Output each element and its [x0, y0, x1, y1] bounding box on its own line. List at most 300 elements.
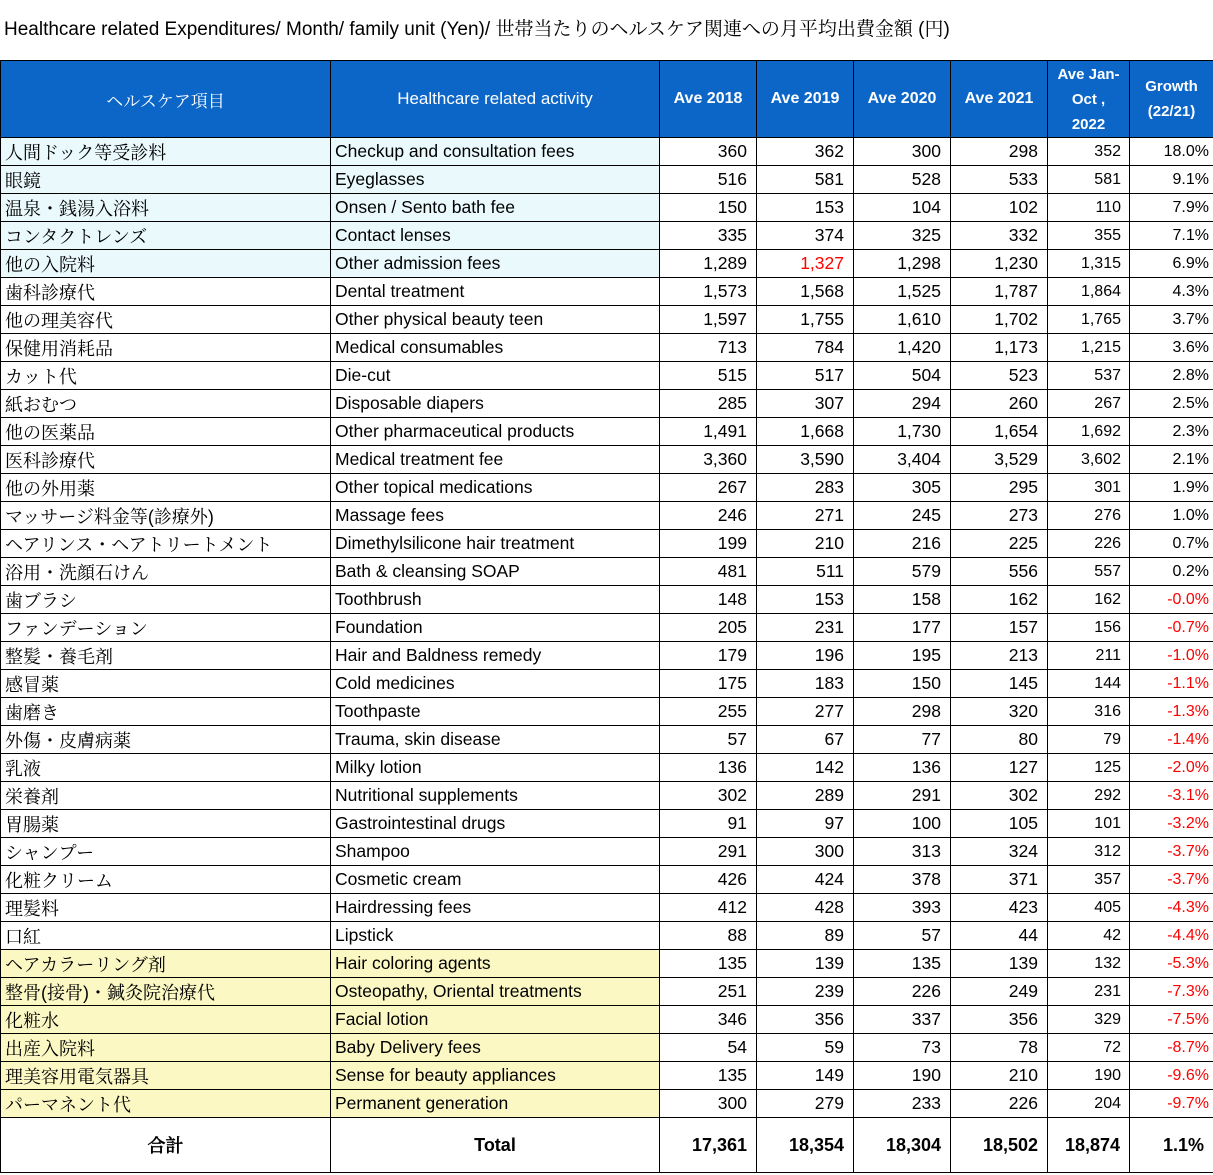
row-activity: Other topical medications	[331, 474, 660, 502]
row-ave-2019: 581	[757, 166, 854, 194]
row-ave-2020: 1,730	[854, 418, 951, 446]
row-growth: -3.7%	[1130, 866, 1213, 894]
row-jp-item: 浴用・洗顔石けん	[1, 558, 331, 586]
row-ave-2022: 292	[1048, 782, 1130, 810]
table-row	[1, 138, 1213, 166]
row-ave-2020: 325	[854, 222, 951, 250]
row-ave-2022: 316	[1048, 698, 1130, 726]
row-ave-2021: 298	[951, 138, 1048, 166]
row-growth: -7.5%	[1130, 1006, 1213, 1034]
row-ave-2019: 424	[757, 866, 854, 894]
row-activity: Other pharmaceutical products	[331, 418, 660, 446]
table-row	[1, 1062, 1213, 1090]
row-ave-2020: 298	[854, 698, 951, 726]
row-ave-2019: 517	[757, 362, 854, 390]
row-ave-2019: 511	[757, 558, 854, 586]
row-ave-2019: 239	[757, 978, 854, 1006]
table-row	[1, 530, 1213, 558]
row-growth: -2.0%	[1130, 754, 1213, 782]
row-activity: Baby Delivery fees	[331, 1034, 660, 1062]
table-row	[1, 670, 1213, 698]
row-ave-2019: 59	[757, 1034, 854, 1062]
row-activity: Hairdressing fees	[331, 894, 660, 922]
row-ave-2020: 291	[854, 782, 951, 810]
row-growth: -3.1%	[1130, 782, 1213, 810]
row-jp-item: 他の医薬品	[1, 418, 331, 446]
table-row	[1, 418, 1213, 446]
row-jp-item: 整髪・養毛剤	[1, 642, 331, 670]
table-row	[1, 614, 1213, 642]
row-ave-2020: 313	[854, 838, 951, 866]
row-jp-item: 乳液	[1, 754, 331, 782]
row-ave-2022: 72	[1048, 1034, 1130, 1062]
row-growth: 2.3%	[1130, 418, 1213, 446]
table-row	[1, 306, 1213, 334]
row-ave-2020: 150	[854, 670, 951, 698]
table-row	[1, 390, 1213, 418]
row-ave-2020: 1,420	[854, 334, 951, 362]
row-activity: Dental treatment	[331, 278, 660, 306]
row-ave-2022: 79	[1048, 726, 1130, 754]
row-ave-2019: 1,755	[757, 306, 854, 334]
row-activity: Foundation	[331, 614, 660, 642]
row-jp-item: 人間ドック等受診料	[1, 138, 331, 166]
row-growth: -1.1%	[1130, 670, 1213, 698]
row-ave-2022: 144	[1048, 670, 1130, 698]
row-jp-item: ヘアカラーリング剤	[1, 950, 331, 978]
row-ave-2018: 54	[660, 1034, 757, 1062]
row-jp-item: 外傷・皮膚病薬	[1, 726, 331, 754]
row-ave-2022: 557	[1048, 558, 1130, 586]
row-jp-item: 他の外用薬	[1, 474, 331, 502]
row-ave-2018: 88	[660, 922, 757, 950]
row-ave-2020: 77	[854, 726, 951, 754]
row-ave-2018: 516	[660, 166, 757, 194]
table-row	[1, 810, 1213, 838]
row-activity: Checkup and consultation fees	[331, 138, 660, 166]
row-jp-item: カット代	[1, 362, 331, 390]
table-row	[1, 558, 1213, 586]
row-ave-2020: 136	[854, 754, 951, 782]
header-ave-2018: Ave 2018	[660, 61, 757, 138]
row-ave-2021: 249	[951, 978, 1048, 1006]
row-ave-2022: 3,602	[1048, 446, 1130, 474]
total-growth: 1.1%	[1130, 1118, 1213, 1173]
row-ave-2018: 285	[660, 390, 757, 418]
row-ave-2022: 1,864	[1048, 278, 1130, 306]
row-ave-2018: 251	[660, 978, 757, 1006]
row-ave-2018: 346	[660, 1006, 757, 1034]
row-growth: 2.1%	[1130, 446, 1213, 474]
row-ave-2021: 295	[951, 474, 1048, 502]
row-ave-2021: 1,654	[951, 418, 1048, 446]
row-ave-2021: 324	[951, 838, 1048, 866]
row-ave-2020: 57	[854, 922, 951, 950]
row-ave-2020: 3,404	[854, 446, 951, 474]
row-ave-2022: 537	[1048, 362, 1130, 390]
row-ave-2019: 67	[757, 726, 854, 754]
table-row	[1, 754, 1213, 782]
total-en-label: Total	[331, 1118, 660, 1173]
row-ave-2019: 300	[757, 838, 854, 866]
row-growth: 7.9%	[1130, 194, 1213, 222]
row-ave-2022: 156	[1048, 614, 1130, 642]
table-row	[1, 698, 1213, 726]
row-ave-2020: 393	[854, 894, 951, 922]
row-ave-2022: 312	[1048, 838, 1130, 866]
row-activity: Nutritional supplements	[331, 782, 660, 810]
row-ave-2019: 196	[757, 642, 854, 670]
expenditure-table	[0, 60, 1213, 1173]
header-ave-2022-line1: Ave Jan-	[1057, 65, 1120, 83]
row-ave-2022: 267	[1048, 390, 1130, 418]
row-ave-2020: 73	[854, 1034, 951, 1062]
row-growth: -7.3%	[1130, 978, 1213, 1006]
row-ave-2021: 44	[951, 922, 1048, 950]
row-ave-2021: 1,230	[951, 250, 1048, 278]
table-row	[1, 446, 1213, 474]
row-activity: Gastrointestinal drugs	[331, 810, 660, 838]
row-ave-2018: 426	[660, 866, 757, 894]
row-ave-2022: 211	[1048, 642, 1130, 670]
table-row	[1, 194, 1213, 222]
row-ave-2022: 110	[1048, 194, 1130, 222]
row-growth: -9.6%	[1130, 1062, 1213, 1090]
table-row	[1, 894, 1213, 922]
row-ave-2021: 226	[951, 1090, 1048, 1118]
row-jp-item: 整骨(接骨)・鍼灸院治療代	[1, 978, 331, 1006]
row-ave-2020: 245	[854, 502, 951, 530]
row-activity: Shampoo	[331, 838, 660, 866]
table-row	[1, 726, 1213, 754]
row-ave-2020: 190	[854, 1062, 951, 1090]
row-ave-2021: 332	[951, 222, 1048, 250]
row-ave-2018: 150	[660, 194, 757, 222]
row-ave-2021: 302	[951, 782, 1048, 810]
row-jp-item: 眼鏡	[1, 166, 331, 194]
row-ave-2019: 283	[757, 474, 854, 502]
row-ave-2019: 784	[757, 334, 854, 362]
table-row	[1, 922, 1213, 950]
row-growth: -0.7%	[1130, 614, 1213, 642]
row-ave-2018: 291	[660, 838, 757, 866]
row-ave-2021: 320	[951, 698, 1048, 726]
row-jp-item: 温泉・銭湯入浴料	[1, 194, 331, 222]
row-ave-2019: 279	[757, 1090, 854, 1118]
row-jp-item: 化粧水	[1, 1006, 331, 1034]
row-ave-2022: 1,315	[1048, 250, 1130, 278]
row-ave-2018: 175	[660, 670, 757, 698]
row-ave-2022: 125	[1048, 754, 1130, 782]
row-ave-2021: 145	[951, 670, 1048, 698]
row-jp-item: 医科診療代	[1, 446, 331, 474]
row-activity: Dimethylsilicone hair treatment	[331, 530, 660, 558]
row-growth: -4.4%	[1130, 922, 1213, 950]
row-jp-item: 胃腸薬	[1, 810, 331, 838]
header-ave-2020: Ave 2020	[854, 61, 951, 138]
row-ave-2019: 3,590	[757, 446, 854, 474]
row-ave-2021: 157	[951, 614, 1048, 642]
table-row	[1, 334, 1213, 362]
row-growth: 0.7%	[1130, 530, 1213, 558]
row-activity: Milky lotion	[331, 754, 660, 782]
table-row	[1, 362, 1213, 390]
row-ave-2018: 300	[660, 1090, 757, 1118]
row-ave-2020: 528	[854, 166, 951, 194]
table-row	[1, 642, 1213, 670]
row-jp-item: 口紅	[1, 922, 331, 950]
row-ave-2018: 135	[660, 950, 757, 978]
row-ave-2018: 515	[660, 362, 757, 390]
row-growth: -9.7%	[1130, 1090, 1213, 1118]
row-activity: Trauma, skin disease	[331, 726, 660, 754]
row-growth: 0.2%	[1130, 558, 1213, 586]
row-activity: Permanent generation	[331, 1090, 660, 1118]
row-ave-2020: 226	[854, 978, 951, 1006]
row-growth: 2.8%	[1130, 362, 1213, 390]
row-ave-2018: 1,289	[660, 250, 757, 278]
table-row	[1, 166, 1213, 194]
row-growth: 18.0%	[1130, 138, 1213, 166]
header-jp-item: ヘルスケア項目	[1, 61, 331, 138]
row-jp-item: 理髪料	[1, 894, 331, 922]
row-ave-2018: 481	[660, 558, 757, 586]
row-jp-item: 化粧クリーム	[1, 866, 331, 894]
row-ave-2018: 1,491	[660, 418, 757, 446]
row-ave-2019: 307	[757, 390, 854, 418]
row-ave-2019: 356	[757, 1006, 854, 1034]
total-row	[1, 1118, 1213, 1173]
row-growth: -3.2%	[1130, 810, 1213, 838]
row-ave-2022: 231	[1048, 978, 1130, 1006]
row-jp-item: 歯科診療代	[1, 278, 331, 306]
row-ave-2020: 579	[854, 558, 951, 586]
row-growth: 3.7%	[1130, 306, 1213, 334]
row-ave-2019: 374	[757, 222, 854, 250]
row-ave-2022: 352	[1048, 138, 1130, 166]
row-activity: Bath & cleansing SOAP	[331, 558, 660, 586]
header-growth-line1: Growth	[1145, 78, 1198, 95]
row-ave-2019: 153	[757, 194, 854, 222]
table-row	[1, 278, 1213, 306]
row-growth: 3.6%	[1130, 334, 1213, 362]
row-jp-item: 他の理美容代	[1, 306, 331, 334]
row-jp-item: 出産入院料	[1, 1034, 331, 1062]
row-ave-2022: 1,692	[1048, 418, 1130, 446]
row-jp-item: シャンプー	[1, 838, 331, 866]
row-ave-2018: 255	[660, 698, 757, 726]
header-growth	[1130, 61, 1213, 138]
row-ave-2019: 153	[757, 586, 854, 614]
row-jp-item: マッサージ料金等(診療外)	[1, 502, 331, 530]
total-ave-2020: 18,304	[854, 1118, 951, 1173]
header-activity: Healthcare related activity	[331, 61, 660, 138]
header-ave-2022-line2: Oct ,	[1071, 90, 1106, 108]
row-ave-2019: 271	[757, 502, 854, 530]
row-ave-2022: 162	[1048, 586, 1130, 614]
row-ave-2021: 213	[951, 642, 1048, 670]
row-ave-2018: 148	[660, 586, 757, 614]
row-ave-2021: 78	[951, 1034, 1048, 1062]
row-ave-2021: 80	[951, 726, 1048, 754]
header-row	[1, 61, 1213, 138]
row-ave-2022: 1,215	[1048, 334, 1130, 362]
row-activity: Hair coloring agents	[331, 950, 660, 978]
row-growth: 2.5%	[1130, 390, 1213, 418]
row-ave-2022: 405	[1048, 894, 1130, 922]
row-ave-2021: 225	[951, 530, 1048, 558]
row-ave-2022: 190	[1048, 1062, 1130, 1090]
row-activity: Contact lenses	[331, 222, 660, 250]
row-ave-2019: 183	[757, 670, 854, 698]
table-body	[1, 138, 1213, 1118]
table-row	[1, 1034, 1213, 1062]
row-jp-item: 栄養剤	[1, 782, 331, 810]
row-growth: -5.3%	[1130, 950, 1213, 978]
row-ave-2020: 305	[854, 474, 951, 502]
row-activity: Toothpaste	[331, 698, 660, 726]
row-growth: -1.0%	[1130, 642, 1213, 670]
row-activity: Facial lotion	[331, 1006, 660, 1034]
row-ave-2020: 1,298	[854, 250, 951, 278]
row-activity: Onsen / Sento bath fee	[331, 194, 660, 222]
row-ave-2022: 581	[1048, 166, 1130, 194]
table-row	[1, 978, 1213, 1006]
row-ave-2022: 226	[1048, 530, 1130, 558]
row-ave-2022: 204	[1048, 1090, 1130, 1118]
row-activity: Medical consumables	[331, 334, 660, 362]
row-ave-2022: 42	[1048, 922, 1130, 950]
row-ave-2021: 1,173	[951, 334, 1048, 362]
row-ave-2018: 246	[660, 502, 757, 530]
row-ave-2021: 533	[951, 166, 1048, 194]
row-jp-item: 歯磨き	[1, 698, 331, 726]
row-ave-2019: 1,568	[757, 278, 854, 306]
row-ave-2022: 357	[1048, 866, 1130, 894]
row-jp-item: パーマネント代	[1, 1090, 331, 1118]
row-ave-2020: 177	[854, 614, 951, 642]
row-ave-2022: 1,765	[1048, 306, 1130, 334]
row-ave-2021: 1,787	[951, 278, 1048, 306]
row-ave-2019: 139	[757, 950, 854, 978]
row-ave-2019: 142	[757, 754, 854, 782]
row-ave-2020: 337	[854, 1006, 951, 1034]
row-activity: Eyeglasses	[331, 166, 660, 194]
row-ave-2021: 556	[951, 558, 1048, 586]
row-ave-2020: 195	[854, 642, 951, 670]
row-activity: Medical treatment fee	[331, 446, 660, 474]
row-activity: Massage fees	[331, 502, 660, 530]
row-ave-2020: 104	[854, 194, 951, 222]
table-row	[1, 950, 1213, 978]
header-ave-2022-line3: 2022	[1071, 115, 1106, 133]
row-activity: Other physical beauty teen	[331, 306, 660, 334]
table-row	[1, 866, 1213, 894]
row-ave-2018: 3,360	[660, 446, 757, 474]
row-ave-2021: 523	[951, 362, 1048, 390]
row-ave-2020: 135	[854, 950, 951, 978]
row-activity: Cold medicines	[331, 670, 660, 698]
row-growth: 6.9%	[1130, 250, 1213, 278]
row-ave-2021: 105	[951, 810, 1048, 838]
row-ave-2019: 89	[757, 922, 854, 950]
table-row	[1, 586, 1213, 614]
row-ave-2018: 335	[660, 222, 757, 250]
row-ave-2020: 378	[854, 866, 951, 894]
row-ave-2022: 301	[1048, 474, 1130, 502]
row-growth: -1.3%	[1130, 698, 1213, 726]
row-ave-2021: 1,702	[951, 306, 1048, 334]
row-jp-item: 他の入院料	[1, 250, 331, 278]
row-ave-2020: 504	[854, 362, 951, 390]
row-ave-2020: 216	[854, 530, 951, 558]
header-growth-line2: (22/21)	[1147, 103, 1196, 120]
row-ave-2021: 356	[951, 1006, 1048, 1034]
row-jp-item: 歯ブラシ	[1, 586, 331, 614]
row-ave-2022: 276	[1048, 502, 1130, 530]
row-activity: Sense for beauty appliances	[331, 1062, 660, 1090]
row-ave-2021: 260	[951, 390, 1048, 418]
row-ave-2018: 412	[660, 894, 757, 922]
row-ave-2021: 273	[951, 502, 1048, 530]
row-ave-2021: 162	[951, 586, 1048, 614]
row-ave-2020: 294	[854, 390, 951, 418]
row-ave-2019: 1,668	[757, 418, 854, 446]
total-ave-2021: 18,502	[951, 1118, 1048, 1173]
row-ave-2018: 179	[660, 642, 757, 670]
row-ave-2018: 135	[660, 1062, 757, 1090]
row-activity: Die-cut	[331, 362, 660, 390]
row-activity: Disposable diapers	[331, 390, 660, 418]
row-ave-2018: 1,573	[660, 278, 757, 306]
row-growth: 4.3%	[1130, 278, 1213, 306]
row-ave-2019: 1,327	[757, 250, 854, 278]
row-ave-2020: 1,610	[854, 306, 951, 334]
row-ave-2019: 289	[757, 782, 854, 810]
row-jp-item: ファンデーション	[1, 614, 331, 642]
header-ave-2022	[1048, 61, 1130, 138]
header-ave-2019: Ave 2019	[757, 61, 854, 138]
row-ave-2022: 355	[1048, 222, 1130, 250]
total-ave-2022: 18,874	[1048, 1118, 1130, 1173]
row-growth: 1.0%	[1130, 502, 1213, 530]
row-ave-2021: 3,529	[951, 446, 1048, 474]
row-activity: Cosmetic cream	[331, 866, 660, 894]
row-growth: -0.0%	[1130, 586, 1213, 614]
row-growth: 1.9%	[1130, 474, 1213, 502]
row-ave-2021: 371	[951, 866, 1048, 894]
row-ave-2021: 139	[951, 950, 1048, 978]
row-growth: 9.1%	[1130, 166, 1213, 194]
row-growth: -1.4%	[1130, 726, 1213, 754]
row-ave-2022: 132	[1048, 950, 1130, 978]
row-activity: Lipstick	[331, 922, 660, 950]
row-ave-2018: 713	[660, 334, 757, 362]
row-growth: -3.7%	[1130, 838, 1213, 866]
row-ave-2020: 233	[854, 1090, 951, 1118]
row-ave-2018: 1,597	[660, 306, 757, 334]
row-activity: Osteopathy, Oriental treatments	[331, 978, 660, 1006]
row-ave-2020: 1,525	[854, 278, 951, 306]
row-ave-2022: 329	[1048, 1006, 1130, 1034]
total-jp-label: 合計	[1, 1118, 331, 1173]
row-ave-2018: 360	[660, 138, 757, 166]
row-ave-2021: 102	[951, 194, 1048, 222]
table-row	[1, 502, 1213, 530]
row-ave-2019: 210	[757, 530, 854, 558]
row-jp-item: 紙おむつ	[1, 390, 331, 418]
row-ave-2018: 199	[660, 530, 757, 558]
